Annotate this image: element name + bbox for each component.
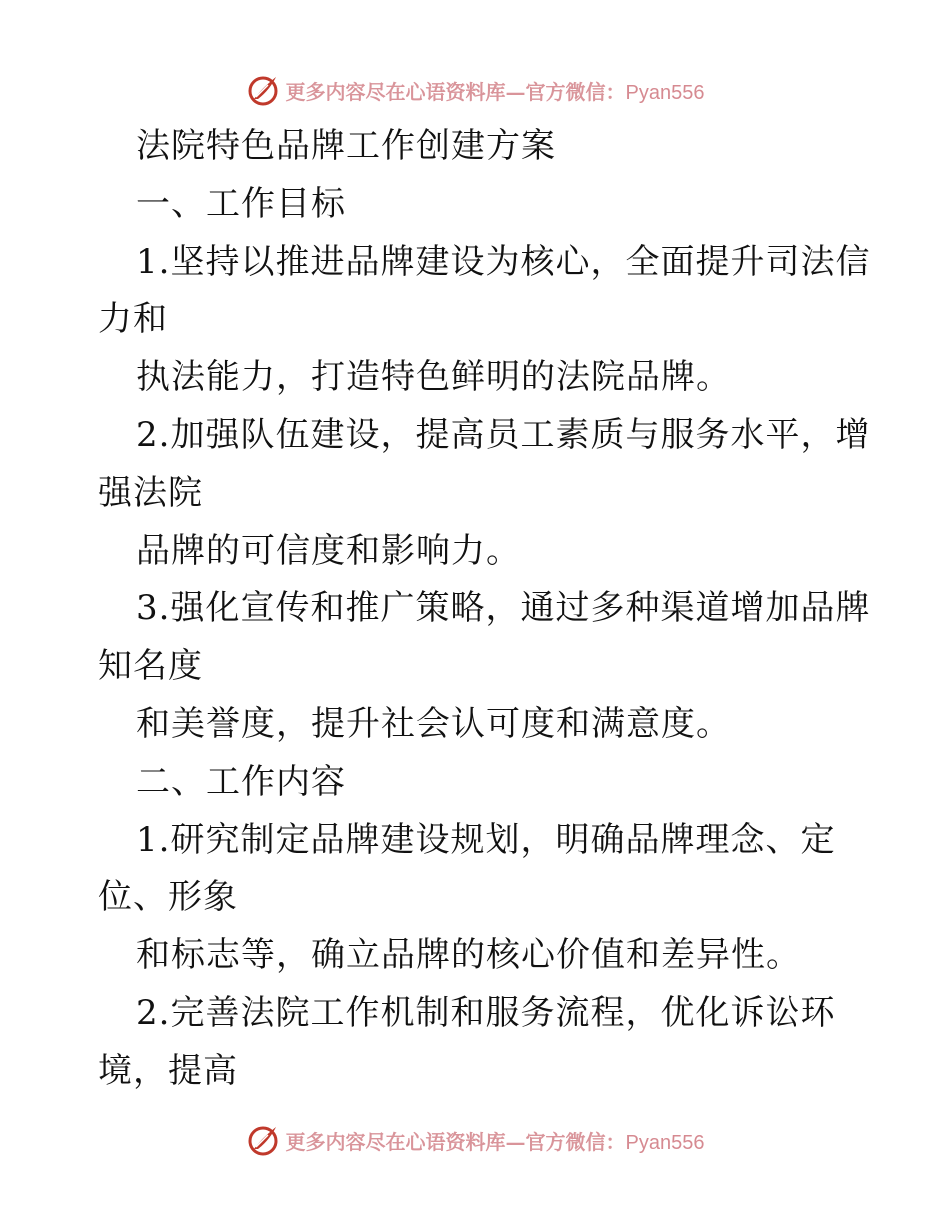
paragraph-line: 2.完善法院工作机制和服务流程，优化诉讼环 (136, 992, 836, 1033)
paragraph-line: 执法能力，打造特色鲜明的法院品牌。 (136, 357, 731, 398)
paragraph-line: 和美誉度，提升社会认可度和满意度。 (136, 703, 731, 744)
header-banner-inner (246, 73, 705, 107)
feather-seal-icon (246, 73, 280, 107)
paragraph-line: 强法院 (98, 472, 203, 513)
paragraph-line: 品牌的可信度和影响力。 (136, 530, 521, 571)
footer-wechat-id: Pyan556 (625, 1131, 705, 1154)
paragraph-line: 和标志等，确立品牌的核心价值和差异性。 (136, 935, 801, 976)
document-title: 法院特色品牌工作创建方案 (136, 126, 556, 166)
paragraph-line: 力和 (98, 299, 168, 340)
footer-banner-text: 更多内容尽在心语资料库—官方微信：Pyan556 (285, 1129, 705, 1154)
paragraph-line: 2.加强队伍建设，提高员工素质与服务水平，增 (136, 414, 871, 455)
paragraph-line: 知名度 (98, 646, 203, 687)
paragraph-line: 1.坚持以推进品牌建设为核心，全面提升司法信 (136, 241, 871, 282)
paragraph-line: 位、形象 (98, 877, 238, 918)
document-body (98, 118, 871, 1101)
paragraph-line: 1.研究制定品牌建设规划，明确品牌理念、定 (136, 819, 836, 860)
header-wechat-id: Pyan556 (625, 81, 705, 104)
feather-seal-icon (246, 1123, 280, 1157)
footer-banner-inner (246, 1123, 705, 1157)
paragraph-line: 3.强化宣传和推广策略，通过多种渠道增加品牌 (136, 588, 871, 629)
header-banner-text: 更多内容尽在心语资料库—官方微信：Pyan556 (285, 79, 705, 104)
section-heading: 二、工作内容 (136, 761, 346, 802)
header-banner (0, 70, 950, 110)
section-heading: 一、工作目标 (136, 183, 346, 224)
footer-banner (0, 1120, 950, 1160)
paragraph-line: 境，提高 (98, 1050, 238, 1091)
